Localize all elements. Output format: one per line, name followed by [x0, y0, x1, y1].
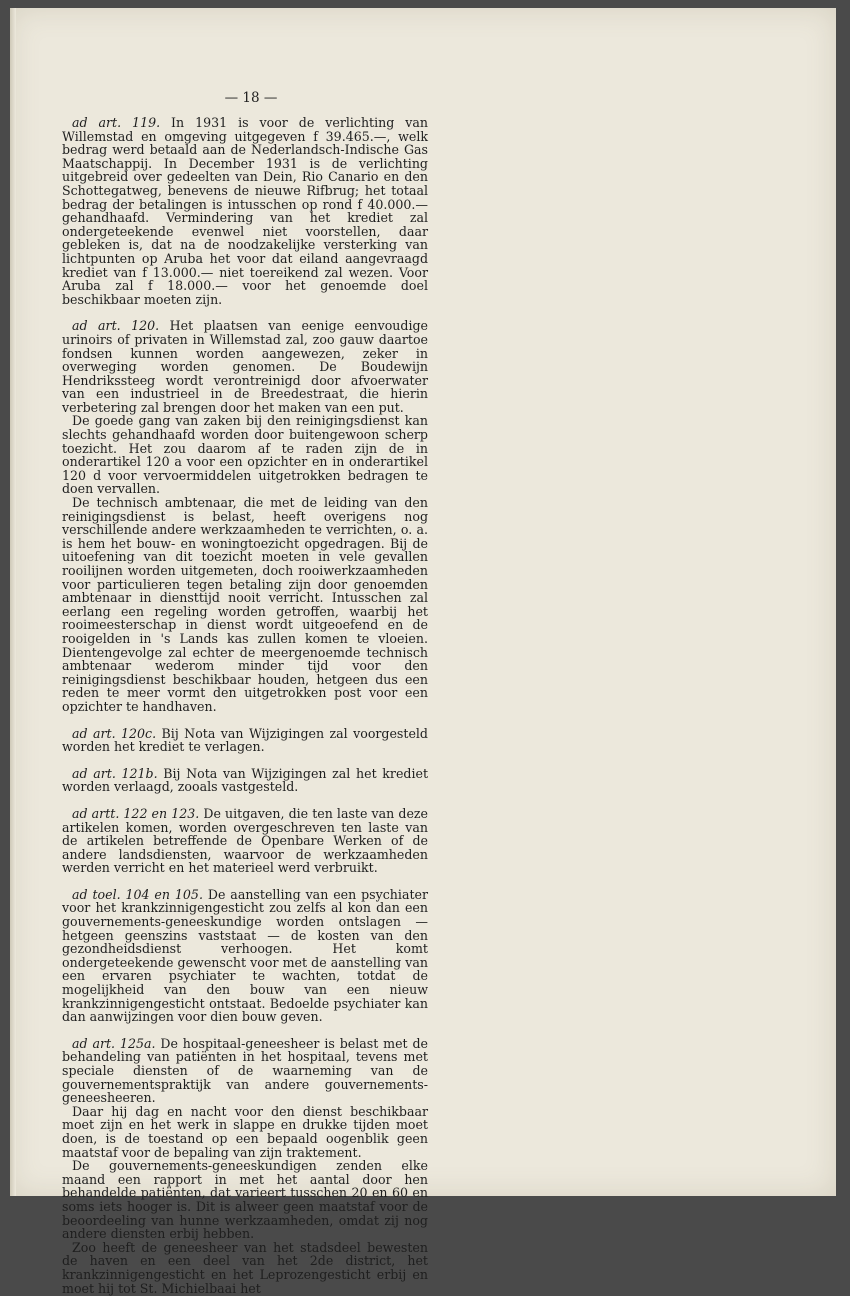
text-column	[62, 116, 428, 1295]
document-page	[10, 8, 836, 1296]
article-reference: ad art. 120.	[72, 318, 160, 334]
paragraph: Zoo heeft de geneesheer van het stadsdeel bewesten de haven en een deel van het 2de district, het krankzinnigengesticht en het Leprozengesticht erbij en moet hij tot St. Michielbaai het	[62, 1239, 428, 1296]
paragraph: ad art. 120c. Bij Nota van Wijzigingen zal voorgesteld worden het krediet te verlagen.	[62, 725, 428, 755]
section-art-120c	[62, 727, 428, 754]
paragraph: ad artt. 122 en 123. De uitgaven, die ten laste van deze artikelen komen, worden overgeschreven ten laste van de artikelen betreffende de Openbare Werken of de andere landsdiensten, waarvoor de werkzaamheden werden verricht en het materieel werd verbruikt.	[62, 805, 428, 876]
section-artt-122-123	[62, 807, 428, 875]
article-reference: ad art. 120c.	[72, 725, 157, 741]
section-art-119	[62, 116, 428, 306]
paragraph: ad art. 119. In 1931 is voor de verlichting van Willemstad en omgeving uitgegeven f 39.465.—, welk bedrag werd betaald aan de Nederlandsch-Indische Gas Maatschappij. In December 1931 is de verlichting uitgebreid over gedeelten van Dein, Rio Canario en den Schottegatweg, benevens de nieuwe Rifbrug; het totaal bedrag der betalingen is intusschen op rond f 40.000.— gehandhaafd. Vermindering van het krediet zal ondergeteekende evenwel niet voorstellen, daar gebleken is, dat na de noodzakelijke versterking van lichtpunten op Aruba het voor dat eiland aangevraagd krediet van f 13.000.— niet toereikend zal wezen. Voor Aruba zal f 18.000.— voor het genoemde doel beschikbaar moeten zijn.	[62, 115, 428, 307]
paragraph: ad art. 121b. Bij Nota van Wijzigingen zal het krediet worden verlaagd, zooals vastgesteld.	[62, 765, 429, 795]
article-reference: ad art. 121b.	[72, 765, 158, 781]
page-fold-shadow	[10, 8, 16, 1196]
article-reference: ad artt. 122 en 123.	[72, 805, 200, 821]
paragraph: Daar hij dag en nacht voor den dienst beschikbaar moet zijn en het werk in slappe en drukke tijden moet doen, is de toestand op een bepaald oogenblik geen maatstaf voor de bepaling van zijn traktement.	[62, 1103, 428, 1160]
article-reference: ad art. 119.	[72, 115, 161, 130]
article-reference: ad toel. 104 en 105.	[72, 886, 203, 902]
paragraph: De gouvernements-geneeskundigen zenden elke maand een rapport in met het aantal door hen behandelde patiënten, dat varieert tusschen 20 en 60 en soms iets hooger is. Dit is alweer geen maatstaf voor de beoordeeling van hunne werkzaamheden, omdat zij nog andere diensten erbij hebben.	[62, 1158, 428, 1242]
section-art-120	[62, 319, 428, 713]
paragraph: ad art. 120. Het plaatsen van eenige eenvoudige urinoirs of privaten in Willemstad zal, zoo gauw daartoe fondsen kunnen worden aangewezen, zeker in overweging worden genomen. De Boudewijn Hendrikssteeg wordt verontreinigd door afvoerwater van een industrieel in de Breedestraat, die hierin verbetering zal brengen door het maken van een put.	[62, 318, 428, 415]
article-reference: ad art. 125a.	[72, 1035, 156, 1051]
paragraph: ad art. 125a. De hospitaal-geneesheer is belast met de behandeling van patiënten in het hospitaal, tevens met speciale diensten of de waarneming van de gouvernementspraktijk van andere gouvernements-geneesheeren.	[62, 1035, 428, 1106]
paragraph: ad toel. 104 en 105. De aanstelling van een psychiater voor het krankzinnigengesticht zou zelfs al kon dan een gouvernements-geneeskundige worden ontslagen — hetgeen geenszins vaststaat — de kosten van den gezondheidsdienst verhoogen. Het komt ondergeteekende gewenscht voor met de aanstelling van een ervaren psychiater te wachten, totdat de mogelijkheid van den bouw van een nieuw krankzinnigengesticht ontstaat. Bedoelde psychiater kan dan aanwijzingen voor dien bouw geven.	[62, 886, 428, 1025]
section-art-121b	[62, 767, 428, 794]
paragraph: De goede gang van zaken bij den reinigingsdienst kan slechts gehandhaafd worden door buitengewoon scherp toezicht. Het zou daarom af te raden zijn de in onderartikel 120 a voor een opzichter en in onderartikel 120 d voor vervoermiddelen uitgetrokken bedragen te doen vervallen.	[62, 413, 428, 497]
page-number: — 18 —	[224, 90, 278, 106]
section-toel-104-105	[62, 888, 428, 1024]
section-art-125a	[62, 1037, 428, 1295]
paragraph: De technisch ambtenaar, die met de leiding van den reinigingsdienst is belast, heeft overigens nog verschillende andere werkzaamheden te verrichten, o. a. is hem het bouw- en woningtoezicht opgedragen. Bij de uitoefening van dit toezicht moeten in vele gevallen rooilijnen worden uitgemeten, doch rooiwerkzaamheden voor particulieren tegen betaling zijn door genoemden ambtenaar in diensttijd nooit verricht. Intusschen zal eerlang een regeling worden getroffen, waarbij het rooimeesterschap in dienst wordt uitgeoefend en de rooigelden in 's Lands kas zullen komen te vloeien. Dientengevolge zal echter de meergenoemde technisch ambtenaar wederom minder tijd voor den reinigingsdienst beschikbaar houden, hetgeen dus een reden te meer vormt den uitgetrokken post voor een opzichter te handhaven.	[62, 495, 428, 714]
